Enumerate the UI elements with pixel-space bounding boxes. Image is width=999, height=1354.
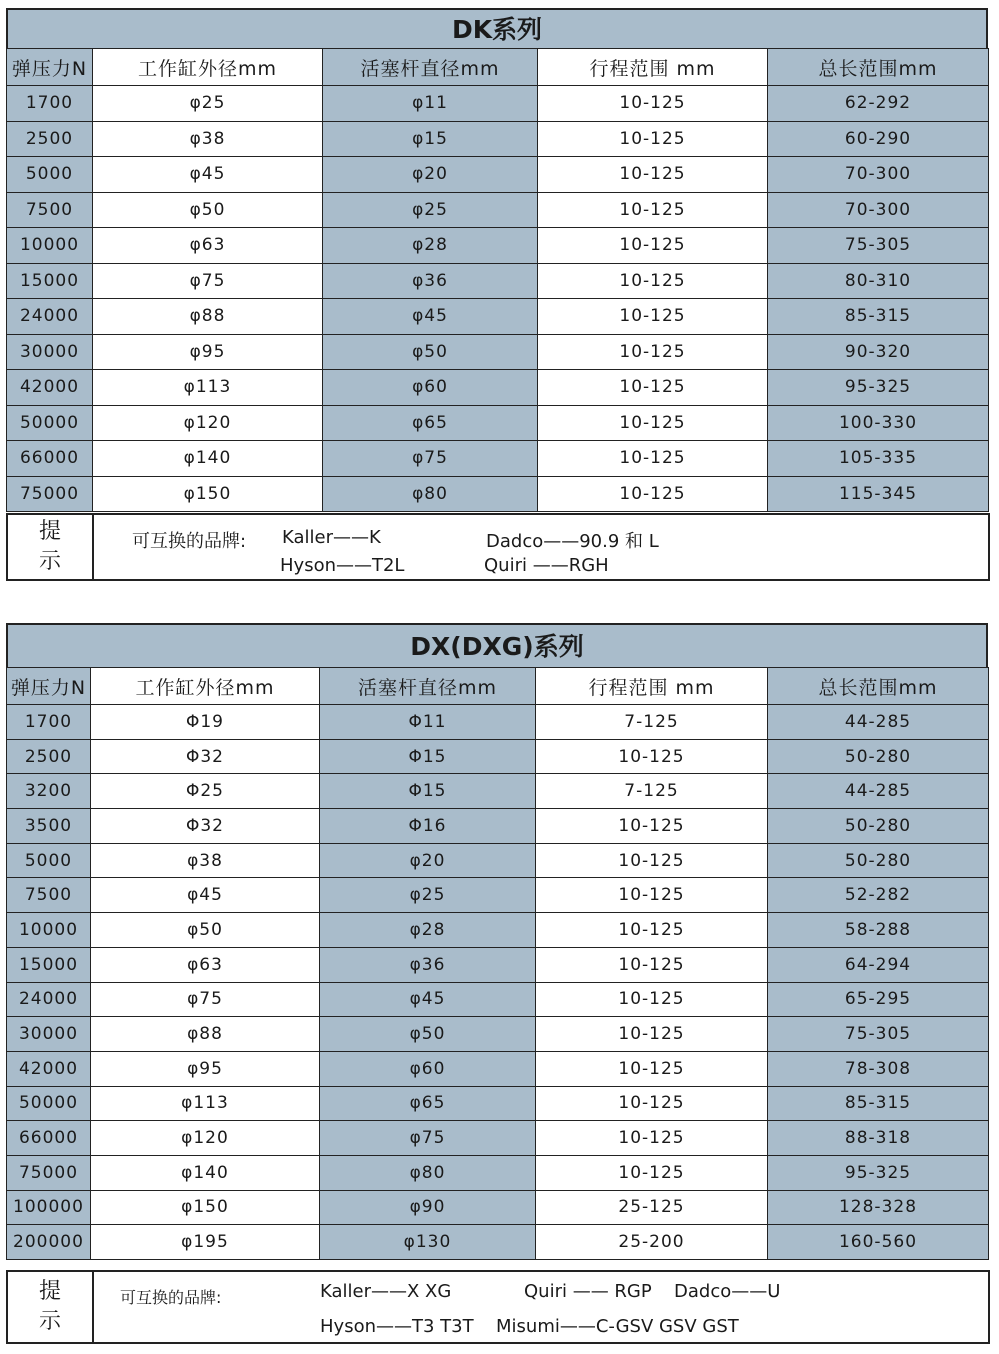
- dx-header-rod-diameter: 活塞杆直径mm: [320, 668, 536, 705]
- table-row: [7, 476, 989, 512]
- table-row: [7, 1051, 989, 1086]
- table-row: [7, 370, 989, 406]
- dk-cell-stroke: 10-125: [538, 370, 768, 406]
- dx-cell-length: 95-325: [768, 1155, 989, 1190]
- dx-cell-cylinder-od: φ75: [91, 982, 320, 1017]
- dx-cell-force: 5000: [7, 843, 91, 878]
- dx-cell-cylinder-od: φ195: [91, 1225, 320, 1260]
- table-row: [7, 878, 989, 913]
- dx-cell-rod-diameter: φ25: [320, 878, 536, 913]
- dx-cell-cylinder-od: Φ25: [91, 774, 320, 809]
- table-row: [7, 299, 989, 335]
- table-row: [7, 192, 989, 228]
- table-row: [7, 263, 989, 299]
- dx-cell-force: 15000: [7, 947, 91, 982]
- dx-cell-cylinder-od: φ120: [91, 1121, 320, 1156]
- dk-cell-length: 75-305: [768, 228, 989, 264]
- table-row: [7, 334, 989, 370]
- dk-cell-rod-diameter: φ36: [323, 263, 538, 299]
- dk-cell-rod-diameter: φ20: [323, 157, 538, 193]
- table-row: [7, 739, 989, 774]
- dx-cell-stroke: 10-125: [536, 913, 768, 948]
- dx-header-stroke: 行程范围 mm: [536, 668, 768, 705]
- dx-cell-length: 128-328: [768, 1190, 989, 1225]
- dx-cell-stroke: 25-125: [536, 1190, 768, 1225]
- table-row: [7, 441, 989, 477]
- table-row: [7, 809, 989, 844]
- dx-cell-rod-diameter: φ50: [320, 1017, 536, 1052]
- dk-cell-stroke: 10-125: [538, 334, 768, 370]
- dk-cell-force: 7500: [7, 192, 93, 228]
- dk-cell-stroke: 10-125: [538, 228, 768, 264]
- dx-cell-length: 160-560: [768, 1225, 989, 1260]
- dx-cell-length: 44-285: [768, 705, 989, 740]
- dx-cell-cylinder-od: φ50: [91, 913, 320, 948]
- table-row: [7, 1155, 989, 1190]
- dx-cell-force: 30000: [7, 1017, 91, 1052]
- dk-brands-label: 可互换的品牌:: [132, 531, 247, 552]
- dk-cell-rod-diameter: φ80: [323, 476, 538, 512]
- dx-cell-stroke: 10-125: [536, 843, 768, 878]
- dk-cell-cylinder-od: φ120: [93, 405, 323, 441]
- dk-cell-force: 75000: [7, 476, 93, 512]
- dx-brand-dadco: Dadco——U: [674, 1281, 781, 1302]
- dx-cell-cylinder-od: Φ32: [91, 739, 320, 774]
- dk-cell-force: 5000: [7, 157, 93, 193]
- dk-cell-stroke: 10-125: [538, 405, 768, 441]
- dx-cell-length: 64-294: [768, 947, 989, 982]
- dk-header-row: [7, 49, 989, 86]
- dk-cell-cylinder-od: φ75: [93, 263, 323, 299]
- dk-cell-cylinder-od: φ113: [93, 370, 323, 406]
- dx-cell-rod-diameter: φ90: [320, 1190, 536, 1225]
- table-row: [7, 1225, 989, 1260]
- dk-cell-stroke: 10-125: [538, 441, 768, 477]
- dx-cell-rod-diameter: φ36: [320, 947, 536, 982]
- table-row: [7, 405, 989, 441]
- dx-cell-stroke: 10-125: [536, 1121, 768, 1156]
- dk-cell-force: 66000: [7, 441, 93, 477]
- dx-cell-stroke: 10-125: [536, 1155, 768, 1190]
- dk-brand-dadco: Dadco——90.9 和 L: [486, 531, 659, 552]
- dk-cell-length: 85-315: [768, 299, 989, 335]
- dx-cell-rod-diameter: φ45: [320, 982, 536, 1017]
- dk-cell-force: 24000: [7, 299, 93, 335]
- dk-hint-label-top: 提: [38, 519, 61, 544]
- dx-cell-rod-diameter: φ65: [320, 1086, 536, 1121]
- dx-cell-length: 50-280: [768, 843, 989, 878]
- dk-cell-length: 80-310: [768, 263, 989, 299]
- dk-header-length: 总长范围mm: [768, 49, 989, 86]
- dx-cell-length: 50-280: [768, 739, 989, 774]
- dk-section: [6, 8, 988, 512]
- dk-cell-rod-diameter: φ60: [323, 370, 538, 406]
- dk-cell-stroke: 10-125: [538, 263, 768, 299]
- dx-cell-rod-diameter: φ75: [320, 1121, 536, 1156]
- dk-cell-force: 2500: [7, 121, 93, 157]
- dk-cell-length: 95-325: [768, 370, 989, 406]
- dx-cell-stroke: 10-125: [536, 809, 768, 844]
- dk-cell-rod-diameter: φ45: [323, 299, 538, 335]
- table-row: [7, 774, 989, 809]
- dx-cell-force: 200000: [7, 1225, 91, 1260]
- dx-cell-length: 52-282: [768, 878, 989, 913]
- table-row: [7, 913, 989, 948]
- dx-cell-stroke: 10-125: [536, 947, 768, 982]
- dx-cell-cylinder-od: Φ19: [91, 705, 320, 740]
- dx-brand-hyson: Hyson——T3 T3T: [320, 1316, 474, 1337]
- dx-spec-table: [6, 667, 989, 1260]
- dk-cell-rod-diameter: φ28: [323, 228, 538, 264]
- dk-cell-rod-diameter: φ65: [323, 405, 538, 441]
- dk-cell-cylinder-od: φ45: [93, 157, 323, 193]
- dk-title: DK系列: [6, 8, 988, 48]
- dx-cell-stroke: 10-125: [536, 1086, 768, 1121]
- dk-header-force: 弹压力N: [7, 49, 93, 86]
- dx-cell-length: 85-315: [768, 1086, 989, 1121]
- dk-cell-stroke: 10-125: [538, 121, 768, 157]
- dx-cell-force: 10000: [7, 913, 91, 948]
- dx-brand-kaller: Kaller——X XG: [320, 1281, 452, 1302]
- dx-cell-stroke: 10-125: [536, 1017, 768, 1052]
- dx-brands-label: 可互换的品牌:: [120, 1288, 222, 1307]
- dx-cell-length: 75-305: [768, 1017, 989, 1052]
- dx-hint-label-bottom: 示: [38, 1309, 61, 1334]
- dk-cell-rod-diameter: φ25: [323, 192, 538, 228]
- dk-brand-quiri: Quiri ——RGH: [484, 555, 609, 576]
- dx-cell-force: 3200: [7, 774, 91, 809]
- table-row: [7, 1017, 989, 1052]
- dk-cell-cylinder-od: φ25: [93, 86, 323, 122]
- dx-cell-force: 1700: [7, 705, 91, 740]
- dx-cell-cylinder-od: Φ32: [91, 809, 320, 844]
- dk-header-stroke: 行程范围 mm: [538, 49, 768, 86]
- dx-cell-stroke: 7-125: [536, 705, 768, 740]
- dx-header-cylinder-od: 工作缸外径mm: [91, 668, 320, 705]
- dk-cell-cylinder-od: φ95: [93, 334, 323, 370]
- dk-cell-stroke: 10-125: [538, 157, 768, 193]
- dx-cell-force: 24000: [7, 982, 91, 1017]
- dx-header-row: [7, 668, 989, 705]
- dk-cell-length: 70-300: [768, 192, 989, 228]
- dx-brand-misumi: Misumi——C-GSV GSV GST: [496, 1316, 739, 1337]
- dk-cell-length: 62-292: [768, 86, 989, 122]
- dk-cell-length: 90-320: [768, 334, 989, 370]
- table-row: [7, 1121, 989, 1156]
- dk-header-cylinder-od: 工作缸外径mm: [93, 49, 323, 86]
- dk-hint-body: [94, 515, 988, 579]
- dk-brand-kaller: Kaller——K: [282, 527, 381, 548]
- dk-cell-cylinder-od: φ63: [93, 228, 323, 264]
- dx-cell-length: 58-288: [768, 913, 989, 948]
- table-row: [7, 157, 989, 193]
- dx-cell-force: 7500: [7, 878, 91, 913]
- dx-cell-rod-diameter: Φ11: [320, 705, 536, 740]
- dk-cell-length: 70-300: [768, 157, 989, 193]
- dx-cell-length: 88-318: [768, 1121, 989, 1156]
- dx-cell-stroke: 10-125: [536, 982, 768, 1017]
- dx-cell-force: 3500: [7, 809, 91, 844]
- dk-cell-force: 10000: [7, 228, 93, 264]
- table-row: [7, 982, 989, 1017]
- dk-hint-label-bottom: 示: [38, 549, 61, 574]
- dk-cell-length: 100-330: [768, 405, 989, 441]
- dk-hint-box: [6, 513, 990, 581]
- dx-hint-body: [94, 1272, 988, 1342]
- dx-cell-cylinder-od: φ38: [91, 843, 320, 878]
- table-row: [7, 86, 989, 122]
- dk-cell-force: 30000: [7, 334, 93, 370]
- dx-cell-force: 50000: [7, 1086, 91, 1121]
- dx-cell-rod-diameter: φ20: [320, 843, 536, 878]
- dx-cell-rod-diameter: φ28: [320, 913, 536, 948]
- dk-spec-table: [6, 48, 989, 512]
- dk-cell-cylinder-od: φ50: [93, 192, 323, 228]
- table-row: [7, 947, 989, 982]
- dk-cell-rod-diameter: φ11: [323, 86, 538, 122]
- dk-header-rod-diameter: 活塞杆直径mm: [323, 49, 538, 86]
- dk-cell-rod-diameter: φ75: [323, 441, 538, 477]
- dk-cell-cylinder-od: φ150: [93, 476, 323, 512]
- dk-cell-stroke: 10-125: [538, 476, 768, 512]
- table-row: [7, 1086, 989, 1121]
- dx-cell-stroke: 25-200: [536, 1225, 768, 1260]
- dx-cell-length: 44-285: [768, 774, 989, 809]
- dx-hint-label-top: 提: [38, 1279, 61, 1304]
- dx-cell-length: 65-295: [768, 982, 989, 1017]
- table-row: [7, 1190, 989, 1225]
- dx-cell-rod-diameter: φ80: [320, 1155, 536, 1190]
- dx-cell-length: 50-280: [768, 809, 989, 844]
- dx-cell-rod-diameter: Φ15: [320, 774, 536, 809]
- dk-cell-stroke: 10-125: [538, 299, 768, 335]
- dx-section: [6, 623, 988, 1260]
- dx-hint-box: [6, 1270, 990, 1344]
- dx-cell-force: 2500: [7, 739, 91, 774]
- dx-cell-force: 42000: [7, 1051, 91, 1086]
- dk-cell-length: 115-345: [768, 476, 989, 512]
- dk-cell-force: 1700: [7, 86, 93, 122]
- dk-brand-hyson: Hyson——T2L: [280, 555, 405, 576]
- dx-cell-rod-diameter: φ60: [320, 1051, 536, 1086]
- dk-cell-length: 60-290: [768, 121, 989, 157]
- dx-header-length: 总长范围mm: [768, 668, 989, 705]
- dx-cell-cylinder-od: φ63: [91, 947, 320, 982]
- dx-cell-cylinder-od: φ150: [91, 1190, 320, 1225]
- dk-cell-force: 42000: [7, 370, 93, 406]
- dk-cell-rod-diameter: φ15: [323, 121, 538, 157]
- dk-hint-label: [8, 515, 94, 579]
- dk-cell-cylinder-od: φ140: [93, 441, 323, 477]
- dx-brand-quiri: Quiri —— RGP: [524, 1281, 652, 1302]
- dx-cell-cylinder-od: φ113: [91, 1086, 320, 1121]
- dx-cell-stroke: 10-125: [536, 739, 768, 774]
- dx-cell-stroke: 7-125: [536, 774, 768, 809]
- table-row: [7, 843, 989, 878]
- dx-cell-cylinder-od: φ88: [91, 1017, 320, 1052]
- dx-cell-cylinder-od: φ95: [91, 1051, 320, 1086]
- dx-cell-rod-diameter: Φ16: [320, 809, 536, 844]
- dx-cell-cylinder-od: φ140: [91, 1155, 320, 1190]
- dx-cell-rod-diameter: Φ15: [320, 739, 536, 774]
- dx-title: DX(DXG)系列: [6, 623, 988, 667]
- dx-cell-force: 66000: [7, 1121, 91, 1156]
- dk-cell-stroke: 10-125: [538, 86, 768, 122]
- dk-cell-force: 15000: [7, 263, 93, 299]
- dk-cell-rod-diameter: φ50: [323, 334, 538, 370]
- dx-header-force: 弹压力N: [7, 668, 91, 705]
- dk-cell-cylinder-od: φ88: [93, 299, 323, 335]
- dk-cell-stroke: 10-125: [538, 192, 768, 228]
- dx-cell-rod-diameter: φ130: [320, 1225, 536, 1260]
- dx-cell-force: 100000: [7, 1190, 91, 1225]
- dx-cell-stroke: 10-125: [536, 878, 768, 913]
- dx-cell-cylinder-od: φ45: [91, 878, 320, 913]
- dk-cell-length: 105-335: [768, 441, 989, 477]
- table-row: [7, 228, 989, 264]
- dx-hint-label: [8, 1272, 94, 1342]
- table-row: [7, 705, 989, 740]
- dk-cell-force: 50000: [7, 405, 93, 441]
- dx-cell-stroke: 10-125: [536, 1051, 768, 1086]
- table-row: [7, 121, 989, 157]
- dx-cell-length: 78-308: [768, 1051, 989, 1086]
- dx-cell-force: 75000: [7, 1155, 91, 1190]
- dk-cell-cylinder-od: φ38: [93, 121, 323, 157]
